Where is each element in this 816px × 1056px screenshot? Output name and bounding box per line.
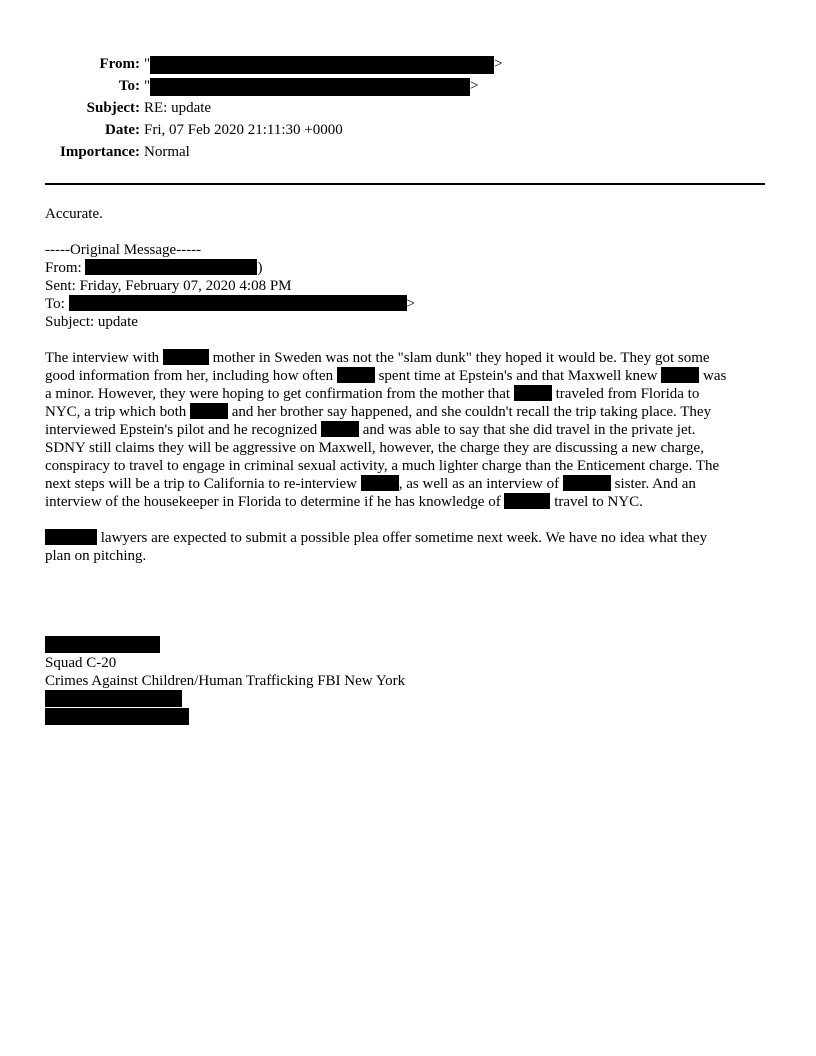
subject-label: Subject: [86, 100, 140, 116]
redaction-box [69, 295, 407, 311]
redaction-box [45, 529, 97, 545]
from-label: From: [99, 56, 140, 72]
importance-row [0, 141, 816, 163]
original-from: From: ) [45, 260, 263, 276]
to-label: To: [118, 78, 140, 94]
redaction-box [563, 475, 611, 491]
redaction-box [150, 78, 470, 96]
signature-squad: Squad C-20 [45, 655, 117, 671]
redaction-box [661, 367, 699, 383]
email-body [45, 205, 769, 565]
importance-value: Normal [144, 144, 190, 160]
original-sent: Sent: Friday, February 07, 2020 4:08 PM [45, 278, 292, 294]
redaction-box [150, 56, 494, 74]
redaction-box [85, 259, 257, 275]
redaction-box [45, 636, 160, 653]
original-subject: Subject: update [45, 314, 138, 330]
body-paragraph-2: lawyers are expected to submit a possible plea offer sometime next week. We have no idea what they plan on pitching. [45, 530, 708, 564]
date-value: Fri, 07 Feb 2020 21:11:30 +0000 [144, 122, 343, 138]
subject-value: RE: update [144, 100, 212, 116]
header-divider [45, 183, 765, 185]
signature-block [45, 636, 405, 726]
quote-mark: " [144, 78, 151, 94]
signature-unit: Crimes Against Children/Human Trafficking FBI New York [45, 673, 406, 689]
redaction-box [337, 367, 375, 383]
body-paragraph-1: The interview with mother in Sweden was not the "slam dunk" they hoped it would be. They got some good information from her, including how often spent time at Epstein's and that Maxwell knew was a minor. However, they were hoping to get confirmation from the mother that traveled from Florida to NYC, a trip which both and her brother say happened, and she couldn't recall the trip taking place. They interviewed Epstein's pilot and he recognized and was able to say that she did travel in the private jet. SDNY still claims they will be aggressive on Maxwell, however, the charge they are discussing a new charge, conspiracy to travel to engage in criminal sexual activity, a much lighter charge than the Enticement charge. The next steps will be a trip to California to re-interview , as well as an interview of sister. And an interview of the housekeeper in Florida to determine if he has knowledge of travel to NYC. [45, 350, 727, 510]
date-label: Date: [105, 122, 140, 138]
from-row [0, 53, 816, 75]
redaction-box [514, 385, 552, 401]
subject-row [0, 97, 816, 119]
redaction-box [321, 421, 359, 437]
redaction-box [361, 475, 399, 491]
importance-label: Importance: [60, 144, 140, 160]
redaction-box [190, 403, 228, 419]
redaction-box [45, 708, 189, 725]
original-message-divider: -----Original Message----- [45, 242, 202, 258]
angle-bracket: > [494, 56, 503, 72]
to-row [0, 75, 816, 97]
redaction-box [45, 690, 182, 707]
reply-text: Accurate. [45, 206, 103, 222]
date-row [0, 119, 816, 141]
email-header [0, 53, 816, 163]
angle-bracket: > [470, 78, 479, 94]
redaction-box [163, 349, 209, 365]
original-to: To: > [45, 296, 416, 312]
redaction-box [504, 493, 550, 509]
quote-mark: " [144, 56, 151, 72]
